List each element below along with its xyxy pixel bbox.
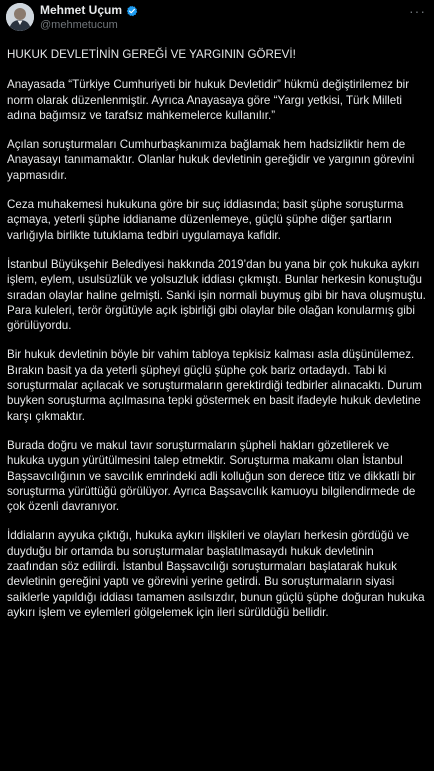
post-paragraph: Anayasada “Türkiye Cumhuriyeti bir hukuk Devletidir” hükmü değiştirilemez bir norm olarak düzenlenmiştir. Ayrıca Anayasaya göre “Yargı yetkisi, Türk Milleti adına bağımsız ve tarafsız mahkemelerce kullanılır.” <box>7 78 410 122</box>
post-header <box>0 0 434 36</box>
post-paragraph: Burada doğru ve makul tavır soruşturmaların şüpheli hakları gözetilerek ve hukuka uygun yürütülmesini talep etmektir. Soruşturma makamı olan İstanbul Başsavcılığının ve savcılık emrindeki adli kolluğun son derece titiz ve dikkatli bir soruşturma yürüttüğü görülüyor. Ayrıca Başsavcılık kamuoyu bilgilendirmede de çok özenli davranıyor. <box>7 438 416 514</box>
verified-badge-icon <box>126 4 138 16</box>
post-paragraph: İddiaların ayyuka çıktığı, hukuka aykırı ilişkileri ve olayları herkesin gördüğü ve duyduğu bir ortamda bu soruşturmalar başlatılmasaydı hukuk devletinin zaafından söz edilirdi. İstanbul Başsavcılığı soruşturmaları başlatarak hukuk devletinin gereğini yaptı ve görevini yerine getirdi. Bu soruşturmaların siyasi saiklerle yapıldığı iddiası tamamen asılsızdır, bunun güçlü şüphe doğuran hukuka aykırı işlem ve eylemleri gölgelemek için ileri sürüldüğü bellidir. <box>7 529 425 619</box>
more-options-icon[interactable]: ··· <box>409 3 426 19</box>
post-paragraph: Bir hukuk devletinin böyle bir vahim tabloya tepkisiz kalması asla düşünülemez. Bırakın basit ya da yeterli şüpheyi güçlü şüphe çok bariz ortadaydı. Tabi ki soruşturmalar açılacak ve soruşturmaların gerektirdiği tedbirler alınacaktı. Durum buyken soruşturma açılmasına tepki göstermek en basit ifadeyle hukuk devletine karşı çıkmaktır. <box>7 348 422 423</box>
author-handle[interactable]: @mehmetucum <box>40 19 118 31</box>
author-name-row <box>40 3 138 17</box>
author-display-name[interactable]: Mehmet Uçum <box>40 3 123 17</box>
post-text <box>7 47 427 634</box>
post-heading: HUKUK DEVLETİNİN GEREĞİ VE YARGININ GÖREVİ! <box>7 48 296 61</box>
post-paragraph: Açılan soruşturmaları Cumhurbaşkanımıza bağlamak hem hadsizliktir hem de Anayasayı tanımamaktır. Olanlar hukuk devletinin gereğidir ve yargının görevini yapmasıdır. <box>7 138 415 182</box>
post-paragraph: Ceza muhakemesi hukukuna göre bir suç iddiasında; basit şüphe soruşturma açmaya, yeterli şüphe iddianame düzenlemeye, güçlü şüphe diğer şartların varlığıyla birlikte tutuklama tedbiri uygulamaya kafidir. <box>7 198 404 242</box>
post-paragraph: İstanbul Büyükşehir Belediyesi hakkında 2019’dan bu yana bir çok hukuka aykırı işlem, eylem, usulsüzlük ve yolsuzluk iddiası çıkmıştı. Bunlar herkesin konuştuğu sıradan olaylar haline gelmişti. Sanki işin normali buymuş gibi bir hava oluşmuştu. Para kuleleri, terör örgütüyle açık işbirliği gibi olaylar bile olağan konularmış gibi görülüyordu. <box>7 257 426 333</box>
avatar[interactable] <box>6 3 34 31</box>
avatar-portrait-icon <box>6 3 34 31</box>
